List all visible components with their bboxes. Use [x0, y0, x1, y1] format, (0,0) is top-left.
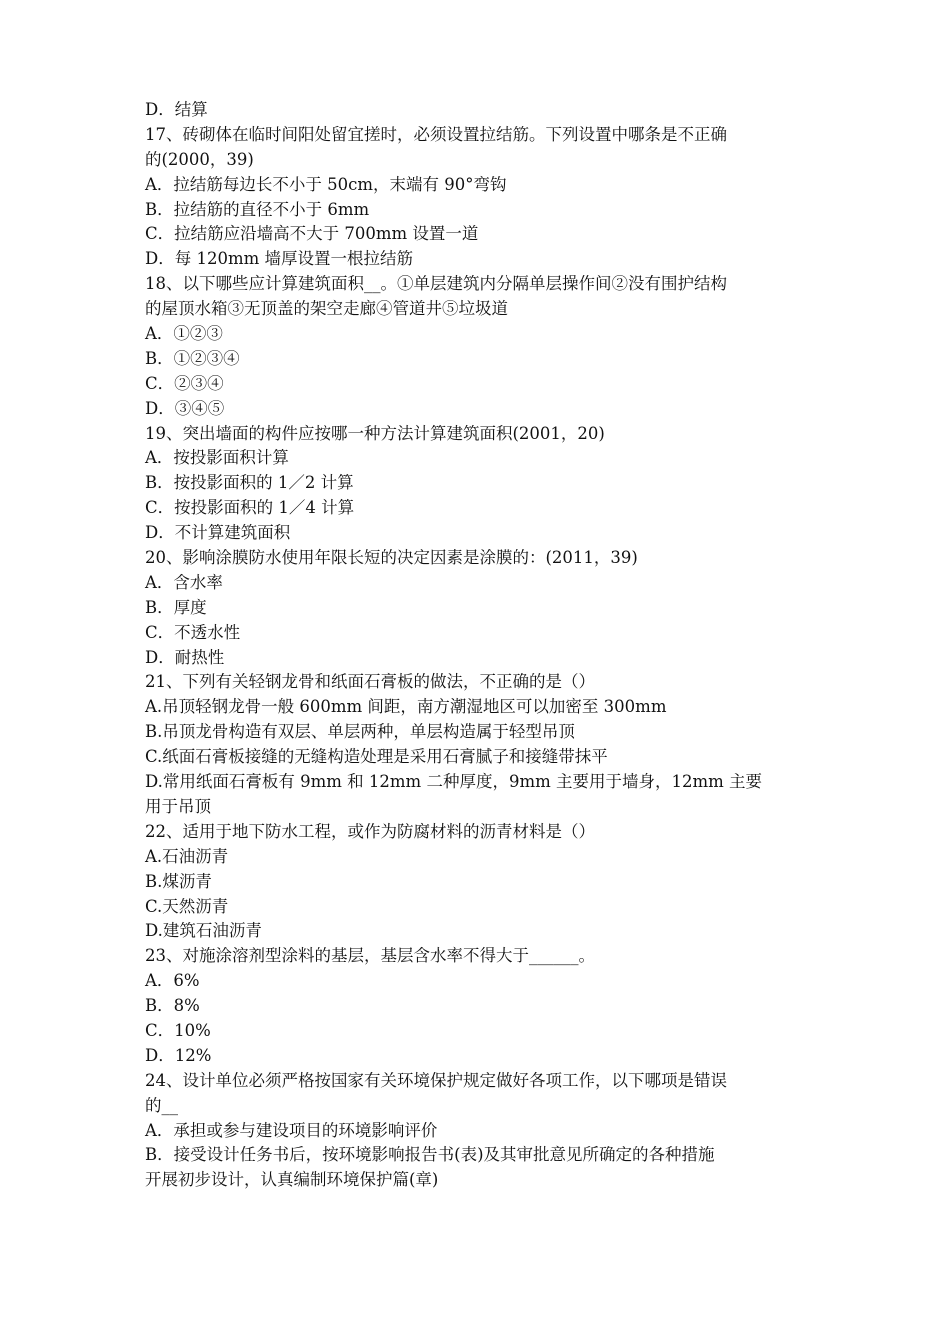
option-line: D．③④⑤ — [145, 398, 225, 418]
option-line: D．12% — [145, 1045, 212, 1065]
option-line: B．8% — [145, 996, 200, 1016]
question-20-stem: 20、影响涂膜防水使用年限长短的决定因素是涂膜的：(2011，39) — [145, 548, 638, 568]
option-line: A．按投影面积计算 — [145, 448, 289, 468]
text-line: 的屋顶水箱③无顶盖的架空走廊④管道井⑤垃圾道 — [145, 299, 508, 319]
option-line: A．承担或参与建设项目的环境影响评价 — [145, 1120, 438, 1140]
question-22-stem: 22、适用于地下防水工程，或作为防腐材料的沥青材料是（） — [145, 821, 595, 841]
option-line: B．拉结筋的直径不小于 6mm — [145, 199, 370, 219]
option-line: A.吊顶轻钢龙骨一般 600mm 间距，南方潮湿地区可以加密至 300mm — [145, 697, 667, 717]
question-23-stem: 23、对施涂溶剂型涂料的基层，基层含水率不得大于______。 — [145, 946, 595, 966]
option-line: D．不计算建筑面积 — [145, 523, 291, 543]
document-body — [145, 98, 815, 1193]
option-line: A．拉结筋每边长不小于 50cm，末端有 90°弯钩 — [145, 174, 507, 194]
text-line: 的(2000，39) — [145, 149, 254, 169]
option-line: D.常用纸面石膏板有 9mm 和 12mm 二种厚度，9mm 主要用于墙身，12mm 主要 — [145, 772, 763, 792]
option-line: D．耐热性 — [145, 647, 225, 667]
option-line: C.纸面石膏板接缝的无缝构造处理是采用石膏腻子和接缝带抹平 — [145, 747, 608, 767]
question-24-stem: 24、设计单位必须严格按国家有关环境保护规定做好各项工作，以下哪项是错误 — [145, 1070, 727, 1090]
text-line: 的__ — [145, 1095, 178, 1115]
option-line: B．厚度 — [145, 597, 207, 617]
option-line: C．拉结筋应沿墙高不大于 700mm 设置一道 — [145, 224, 479, 244]
option-line: C．按投影面积的 1／4 计算 — [145, 498, 355, 518]
option-line: A．6% — [145, 971, 200, 991]
option-line: B.吊顶龙骨构造有双层、单层两种，单层构造属于轻型吊顶 — [145, 722, 575, 742]
text-line: 用于吊顶 — [145, 796, 211, 816]
option-line: C．②③④ — [145, 373, 224, 393]
question-19-stem: 19、突出墙面的构件应按哪一种方法计算建筑面积(2001，20) — [145, 423, 605, 443]
option-line: A．含水率 — [145, 572, 223, 592]
option-line: B．①②③④ — [145, 348, 240, 368]
option-line: B．接受设计任务书后，按环境影响报告书(表)及其审批意见所确定的各种措施 — [145, 1145, 715, 1165]
option-line: A．①②③ — [145, 324, 223, 344]
question-18-stem: 18、以下哪些应计算建筑面积__。①单层建筑内分隔单层操作间②没有围护结构 — [145, 274, 727, 294]
option-line: D．每 120mm 墙厚设置一根拉结筋 — [145, 249, 414, 269]
question-21-stem: 21、下列有关轻钢龙骨和纸面石膏板的做法，不正确的是（） — [145, 672, 595, 692]
option-line: B．按投影面积的 1／2 计算 — [145, 473, 354, 493]
text-line: 开展初步设计，认真编制环境保护篇(章) — [145, 1170, 439, 1190]
question-17-stem: 17、砖砌体在临时间阳处留宜搓时，必须设置拉结筋。下列设置中哪条是不正确 — [145, 124, 727, 144]
text-line: D．结算 — [145, 100, 208, 119]
option-line: A.石油沥青 — [145, 846, 229, 866]
option-line: C．不透水性 — [145, 622, 241, 642]
option-line: C．10% — [145, 1020, 211, 1040]
option-line: D.建筑石油沥青 — [145, 921, 262, 941]
option-line: B.煤沥青 — [145, 871, 212, 891]
option-line: C.天然沥青 — [145, 896, 229, 916]
